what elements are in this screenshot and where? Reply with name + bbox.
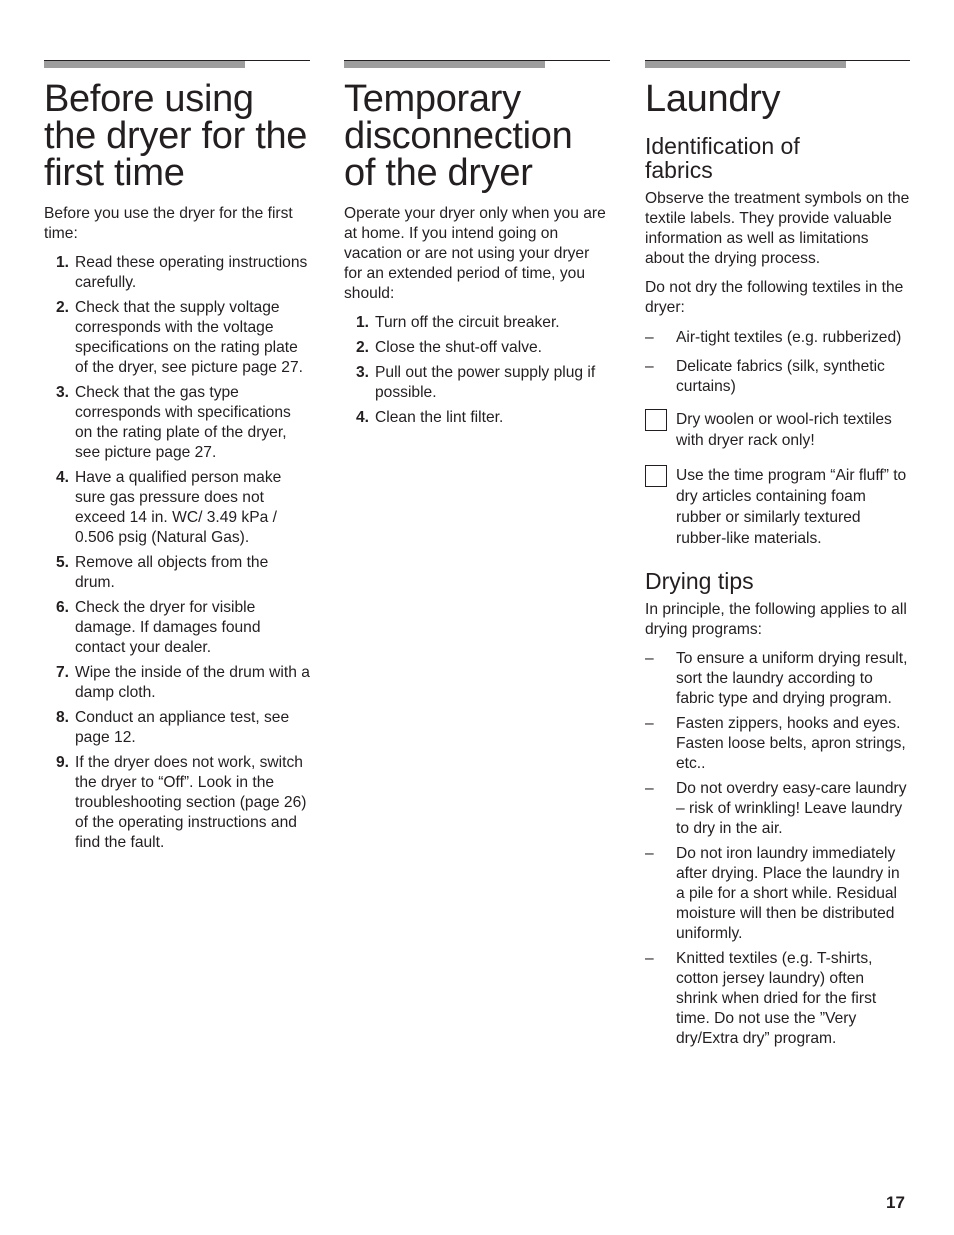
fabrics-paragraph-1: Observe the treatment symbols on the textile labels. They provide valuable information as well as limitations about the drying process.	[645, 190, 910, 267]
care-symbol-box-icon	[645, 465, 667, 487]
step-item: 2. Close the shut-off valve.	[356, 339, 543, 356]
fabrics-paragraph-2: Do not dry the following textiles in the dryer:	[645, 279, 904, 316]
step-item: 2. Check that the supply voltage corresponds with the voltage specifications on the rating plate of the dryer, see picture page 27.	[56, 299, 303, 376]
step-item: 5. Remove all objects from the drum.	[56, 554, 269, 591]
first-use-steps	[44, 253, 310, 853]
list-item: – Knitted textiles (e.g. T-shirts, cotton jersey laundry) often shrink when dried for the first time. Do not use the ”Very dry/Extra dry” program.	[645, 950, 877, 1047]
list-item: – To ensure a uniform drying result, sort the laundry according to fabric type and drying program.	[645, 650, 908, 707]
list-item: – Air-tight textiles (e.g. rubberized)	[645, 329, 902, 346]
step-item: 7. Wipe the inside of the drum with a damp cloth.	[56, 664, 310, 701]
column-first-use	[44, 60, 310, 858]
section-title-disconnection: Temporary disconnection of the dryer	[344, 78, 573, 194]
step-item: 4. Clean the lint filter.	[356, 409, 504, 426]
step-item: 3. Check that the gas type corresponds with specifications on the rating plate of the dryer, see picture page 27.	[56, 384, 291, 461]
disconnection-steps	[344, 313, 610, 428]
section-rule	[344, 60, 610, 68]
step-item: 1. Read these operating instructions carefully.	[56, 254, 308, 291]
column-laundry	[645, 60, 910, 1054]
fabrics-exclusion-list	[645, 328, 910, 397]
section-rule	[44, 60, 310, 68]
step-item: 4. Have a qualified person make sure gas pressure does not exceed 14 in. WC/ 3.49 kPa / 0.506 psig (Natural Gas).	[56, 469, 282, 546]
section-title-first-use: Before using the dryer for the first time	[44, 78, 308, 194]
page-number: 17	[886, 1193, 905, 1212]
subheading-identification-of-fabrics: Identification of fabrics	[645, 133, 800, 183]
step-item: 8. Conduct an appliance test, see page 12.	[56, 709, 290, 746]
care-symbol-box-icon	[645, 409, 667, 431]
section-rule	[645, 60, 910, 68]
drying-tips-list	[645, 649, 910, 1049]
list-item: – Do not iron laundry immediately after drying. Place the laundry in a pile for a short while. Residual moisture will then be distributed uniformly.	[645, 845, 900, 942]
note-wool-rack: Dry woolen or wool-rich textiles with dryer rack only!	[645, 409, 910, 451]
drying-tips-intro: In principle, the following applies to all drying programs:	[645, 601, 907, 638]
column-temporary-disconnection	[344, 60, 610, 433]
list-item: – Fasten zippers, hooks and eyes. Fasten loose belts, apron strings, etc..	[645, 715, 906, 772]
step-item: 1. Turn off the circuit breaker.	[356, 314, 560, 331]
step-item: 6. Check the dryer for visible damage. If damages found contact your dealer.	[56, 599, 261, 656]
section-title-laundry: Laundry	[645, 78, 781, 120]
list-item: – Do not overdry easy-care laundry – risk of wrinkling! Leave laundry to dry in the air.	[645, 780, 907, 837]
first-use-intro: Before you use the dryer for the first time:	[44, 205, 293, 242]
list-item: – Delicate fabrics (silk, synthetic curtains)	[645, 358, 885, 395]
step-item: 3. Pull out the power supply plug if possible.	[356, 364, 596, 401]
step-item: 9. If the dryer does not work, switch the dryer to “Off”. Look in the troubleshooting section (page 26) of the operating instructions and find the fault.	[56, 754, 307, 851]
disconnection-intro: Operate your dryer only when you are at home. If you intend going on vacation or are not using your dryer for an extended period of time, you should:	[344, 205, 606, 302]
subheading-drying-tips: Drying tips	[645, 568, 754, 594]
note-air-fluff: Use the time program “Air fluff” to dry articles containing foam rubber or similarly textured rubber-like materials.	[645, 465, 910, 549]
